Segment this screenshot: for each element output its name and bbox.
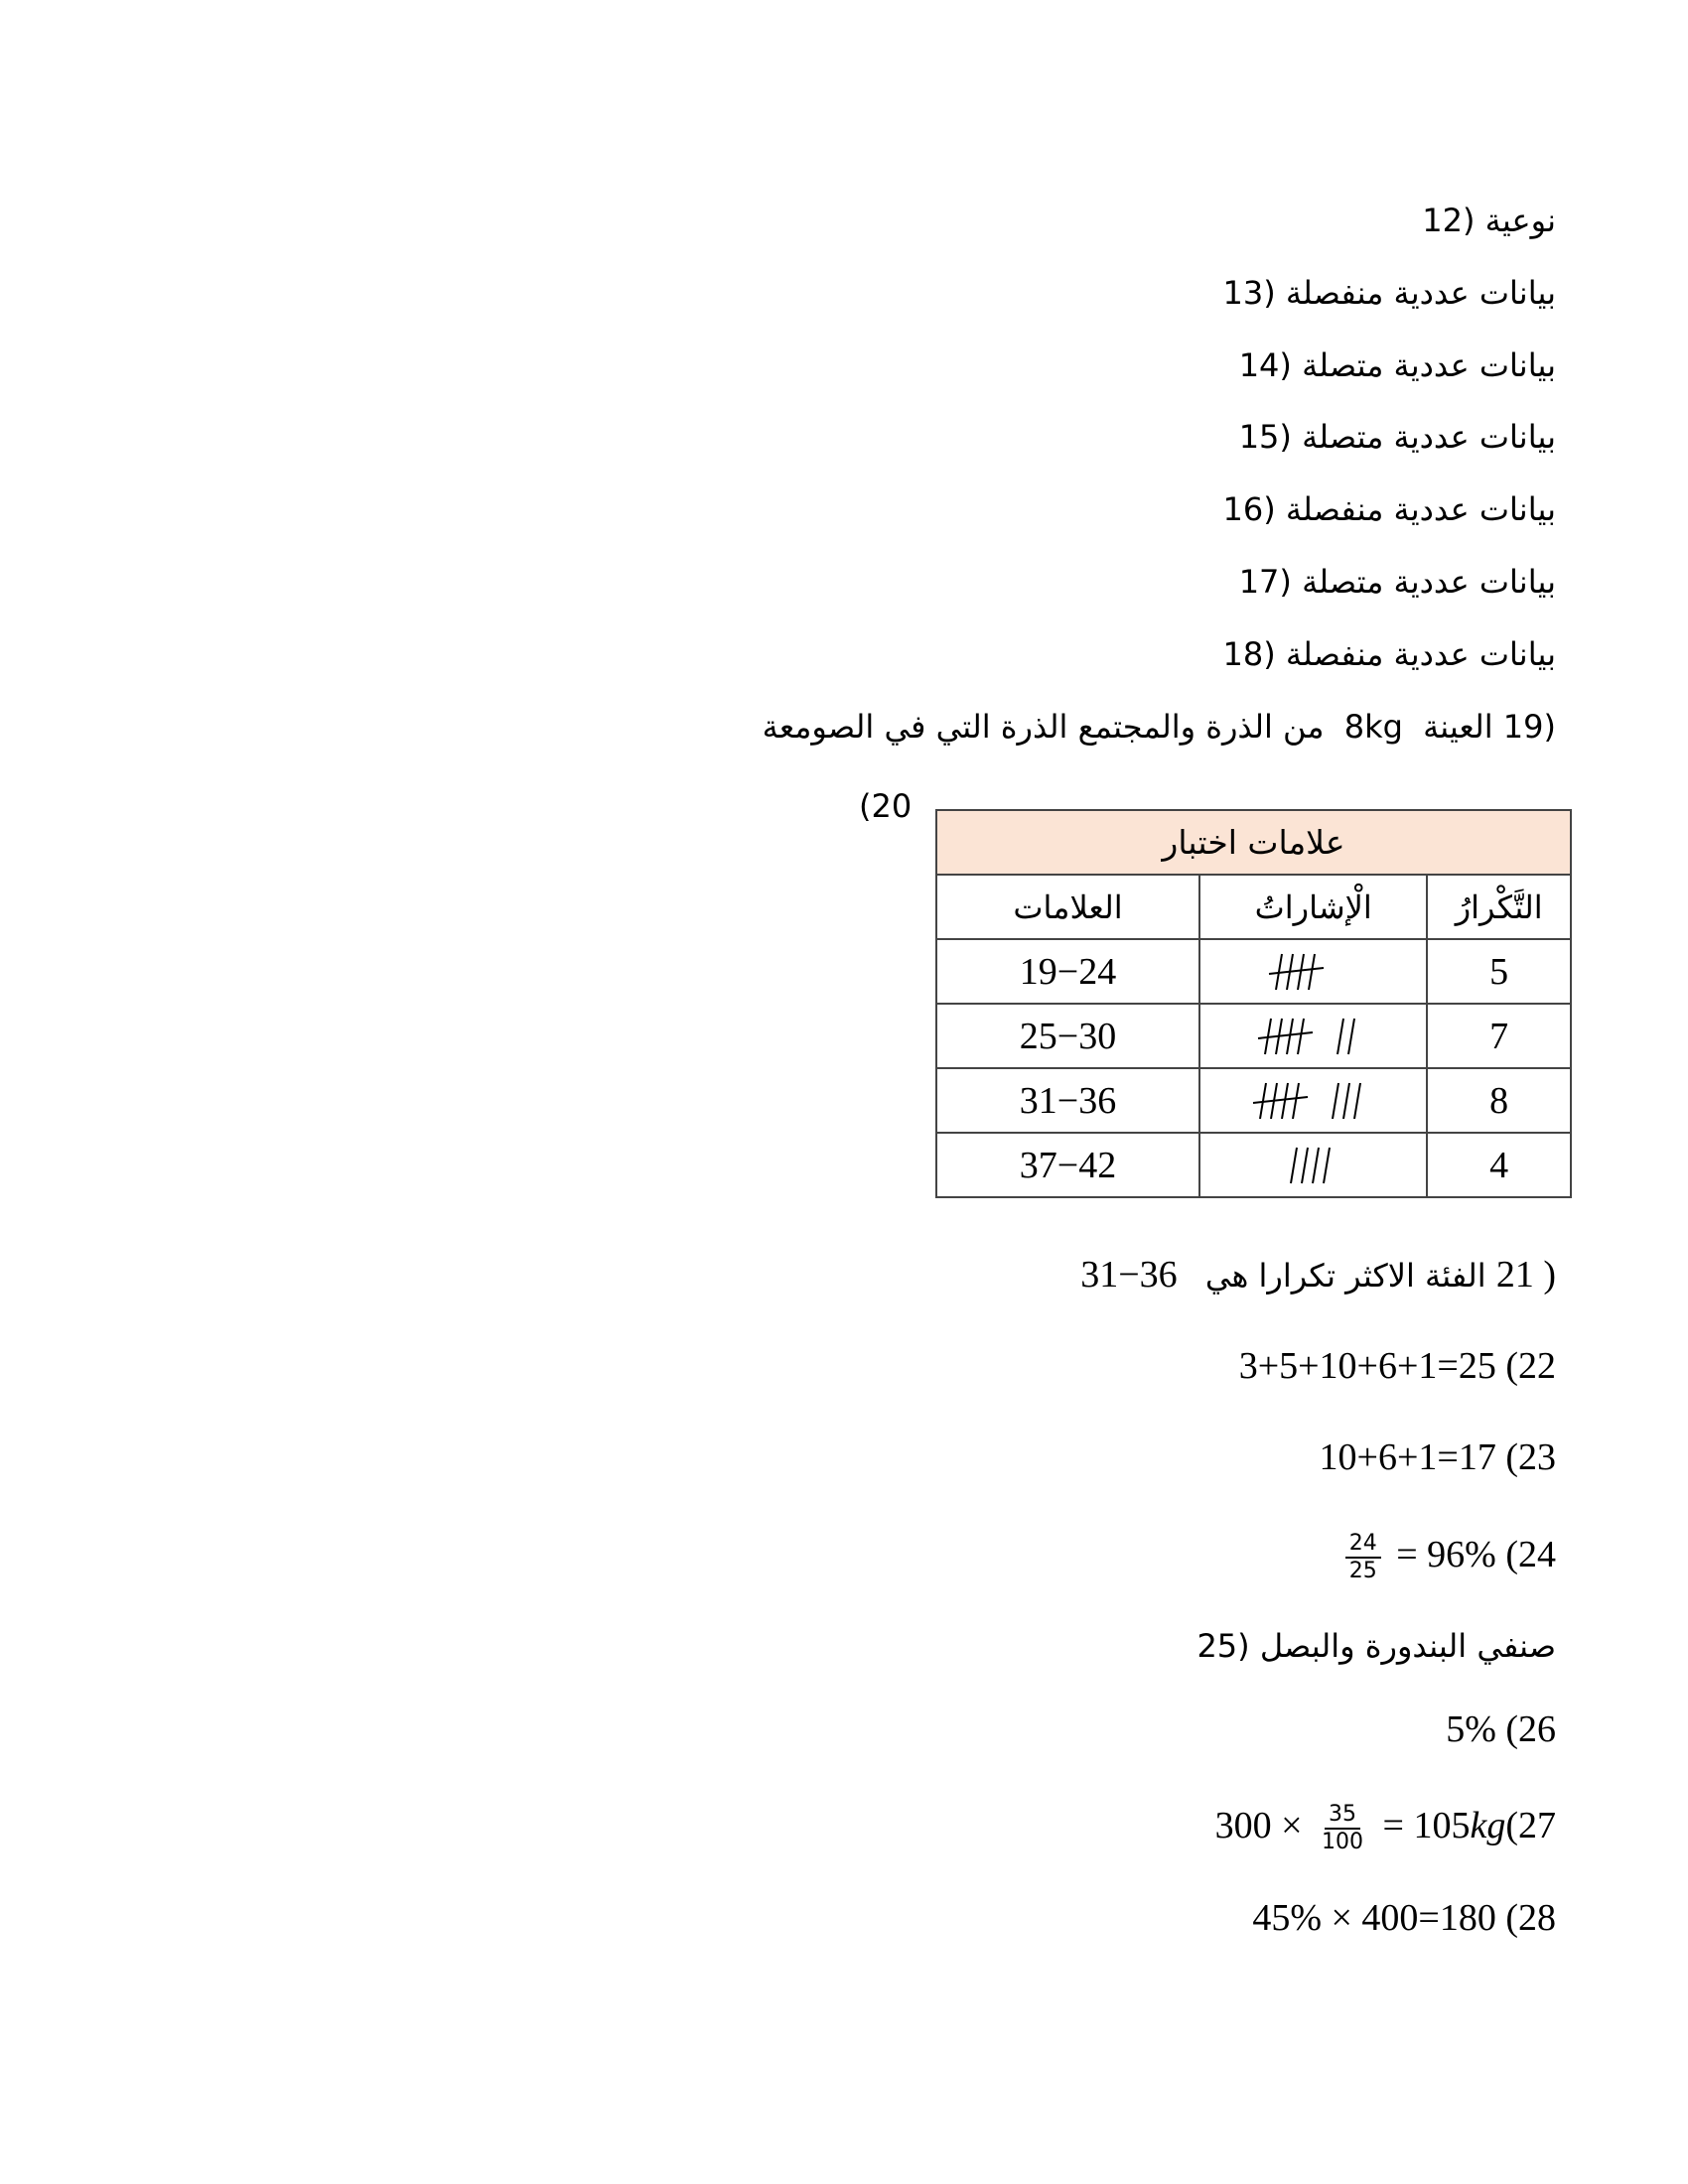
answer-number: (27 — [1505, 1805, 1556, 1846]
answer-text: بيانات عددية متصلة — [1302, 418, 1556, 456]
answer-16 — [1223, 487, 1557, 531]
tally-cell — [1199, 1004, 1427, 1068]
tally-cross-stroke — [1269, 968, 1324, 974]
tally-marks — [1282, 1144, 1345, 1187]
tally-stroke — [1291, 1148, 1297, 1183]
answer-17 — [1239, 560, 1556, 604]
table-title: علامات اختبار — [936, 810, 1571, 875]
answer-unit: kg — [1470, 1805, 1506, 1846]
answer-value: 31−36 — [1080, 1254, 1178, 1296]
answer-expression-lead: 300 × — [1214, 1805, 1303, 1846]
answer-15 — [1239, 415, 1556, 459]
tally-cross-stroke — [1253, 1097, 1308, 1103]
fraction-denominator: 100 — [1322, 1830, 1364, 1855]
answer-expression: = 105 — [1382, 1805, 1471, 1846]
answer-expression: = 96% — [1396, 1534, 1496, 1575]
range-cell: 37−42 — [936, 1133, 1199, 1197]
answer-number: 16) — [1222, 490, 1276, 528]
header-frequency: التَّكْرارُ — [1427, 875, 1571, 939]
tally-cell — [1199, 939, 1427, 1004]
tally-stroke — [1309, 954, 1315, 990]
frequency-cell: 8 — [1427, 1068, 1571, 1133]
tally-stroke — [1313, 1148, 1319, 1183]
answer-number: 19) — [1502, 708, 1556, 746]
fraction-numerator: 24 — [1345, 1531, 1381, 1559]
answer-14 — [1239, 343, 1556, 387]
tally-stroke — [1354, 1083, 1360, 1119]
answer-text-part-2: من الذرة والمجتمع الذرة التي في الصومعة — [762, 708, 1325, 746]
answer-22 — [1239, 1344, 1556, 1388]
answer-19 — [763, 705, 1556, 749]
tally-stroke — [1302, 1148, 1308, 1183]
tally-stroke — [1337, 1019, 1343, 1054]
tally-cell — [1199, 1133, 1427, 1197]
fraction — [1318, 1802, 1367, 1855]
answer-text: بيانات عددية منفصلة — [1285, 490, 1556, 528]
answer-text: بيانات عددية متصلة — [1302, 346, 1556, 384]
answer-number: 25) — [1196, 1627, 1250, 1665]
tally-stroke — [1298, 954, 1304, 990]
answer-text: الفئة الاكثر تكرارا هي — [1204, 1257, 1486, 1295]
answer-25 — [1196, 1624, 1556, 1668]
answer-expression: 10+6+1=17 — [1319, 1436, 1496, 1478]
table-row — [936, 1004, 1571, 1068]
answer-number: 21 ) — [1495, 1254, 1556, 1296]
answer-unit: 8kg — [1343, 708, 1403, 746]
answer-21 — [1080, 1253, 1556, 1297]
answer-28 — [1252, 1896, 1556, 1940]
answer-23 — [1320, 1435, 1556, 1479]
tally-stroke — [1298, 1019, 1304, 1054]
answer-number: (28 — [1505, 1897, 1556, 1939]
tally-cross-stroke — [1258, 1032, 1313, 1038]
answer-text: بيانات عددية منفصلة — [1285, 635, 1556, 673]
answer-number: 12) — [1422, 202, 1476, 239]
tally-stroke — [1282, 1083, 1288, 1119]
answer-text: صنفي البندورة والبصل — [1259, 1627, 1556, 1665]
answer-text: نوعية — [1484, 202, 1556, 239]
tally-stroke — [1287, 1019, 1293, 1054]
answer-12 — [1422, 199, 1556, 242]
answer-18 — [1223, 632, 1557, 676]
table-row — [936, 939, 1571, 1004]
answer-expression: 45% × 400=180 — [1252, 1897, 1496, 1939]
range-cell: 19−24 — [936, 939, 1199, 1004]
fraction — [1345, 1531, 1381, 1584]
tally-stroke — [1333, 1083, 1338, 1119]
answer-text: بيانات عددية متصلة — [1302, 563, 1556, 601]
tally-stroke — [1343, 1083, 1349, 1119]
answer-text: بيانات عددية منفصلة — [1285, 274, 1556, 312]
answer-expression: 5% — [1446, 1708, 1496, 1750]
frequency-cell: 5 — [1427, 939, 1571, 1004]
frequency-cell: 4 — [1427, 1133, 1571, 1197]
header-marks: العلامات — [936, 875, 1199, 939]
answer-26 — [1446, 1707, 1556, 1751]
tally-cell — [1199, 1068, 1427, 1133]
range-cell: 25−30 — [936, 1004, 1199, 1068]
answer-number: (26 — [1505, 1708, 1556, 1750]
answer-number: 18) — [1222, 635, 1276, 673]
tally-stroke — [1348, 1019, 1354, 1054]
answer-number: 13) — [1222, 274, 1276, 312]
answer-13 — [1223, 271, 1557, 315]
answer-number: 15) — [1238, 418, 1292, 456]
tally-stroke — [1324, 1148, 1330, 1183]
frequency-cell: 7 — [1427, 1004, 1571, 1068]
fraction-numerator: 35 — [1325, 1802, 1360, 1830]
tally-table — [935, 809, 1572, 1198]
answer-20-number: (20 — [859, 787, 913, 825]
tally-stroke — [1293, 1083, 1299, 1119]
answer-text-part-1: العينة — [1423, 708, 1493, 746]
answer-27 — [1215, 1796, 1556, 1855]
answer-number: (23 — [1505, 1436, 1556, 1478]
answer-number: (22 — [1505, 1345, 1556, 1387]
table-row — [936, 1068, 1571, 1133]
tally-marks — [1267, 950, 1359, 994]
header-tally: الْإشاراتُ — [1199, 875, 1427, 939]
answer-number: 14) — [1238, 346, 1292, 384]
answer-number: 17) — [1238, 563, 1292, 601]
fraction-denominator: 25 — [1348, 1559, 1377, 1584]
tally-marks — [1256, 1015, 1370, 1058]
answer-expression: 3+5+10+6+1=25 — [1238, 1345, 1496, 1387]
tally-marks — [1251, 1079, 1376, 1123]
answer-24 — [1339, 1525, 1556, 1584]
table-row — [936, 1133, 1571, 1197]
answer-number: (24 — [1505, 1534, 1556, 1575]
range-cell: 31−36 — [936, 1068, 1199, 1133]
